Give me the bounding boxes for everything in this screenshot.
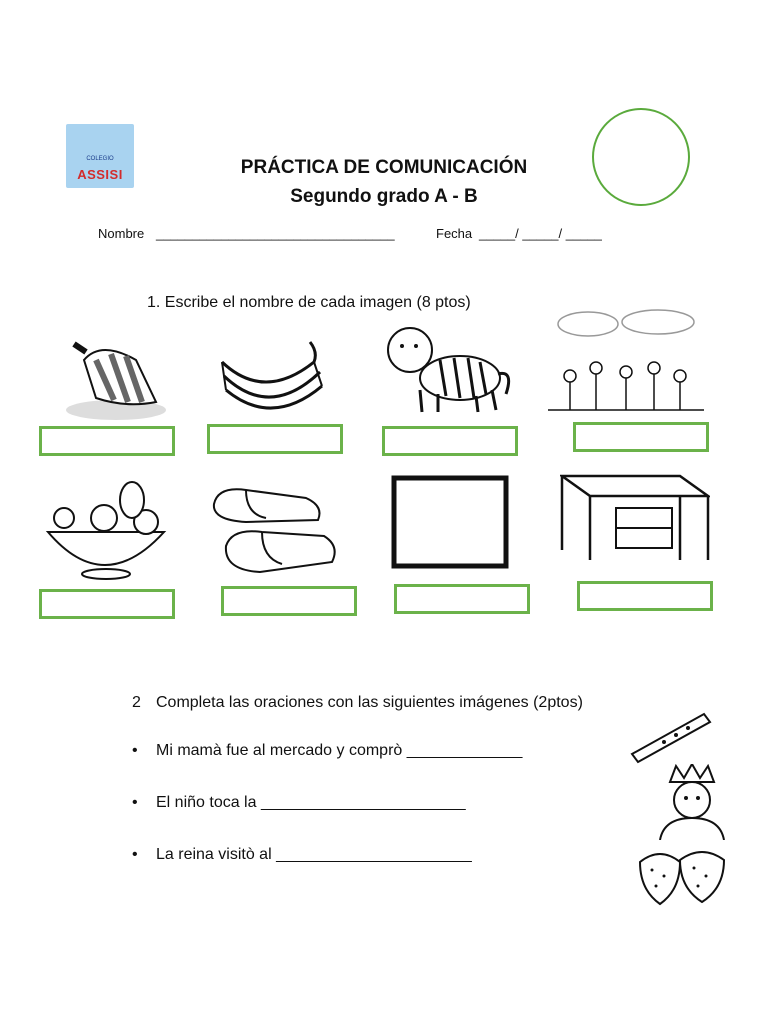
answer-box-2[interactable] bbox=[207, 424, 343, 454]
queen-image bbox=[640, 764, 744, 840]
answer-box-1[interactable] bbox=[39, 426, 175, 456]
bullet-1: • bbox=[132, 742, 138, 759]
square-image bbox=[390, 474, 510, 570]
logo-text: ASSISI bbox=[77, 167, 123, 182]
sentence-1[interactable]: Mi mamà fue al mercado y comprò _____________ bbox=[156, 742, 523, 759]
flowers-image bbox=[548, 306, 704, 416]
logo-sub: COLEGIO bbox=[86, 156, 114, 162]
sentence-2[interactable]: El niño toca la _______________________ bbox=[156, 794, 466, 811]
desk-image bbox=[560, 470, 710, 566]
name-label: Nombre bbox=[98, 226, 145, 241]
tiger-image bbox=[380, 320, 516, 416]
date-line[interactable]: _____/ _____/ _____ bbox=[479, 226, 602, 241]
flute-image bbox=[624, 704, 714, 764]
slippers-image bbox=[206, 484, 340, 578]
bananas-image bbox=[214, 332, 328, 412]
answer-box-7[interactable] bbox=[394, 584, 530, 614]
answer-box-8[interactable] bbox=[577, 581, 713, 611]
bullet-3: • bbox=[132, 846, 138, 863]
answer-box-6[interactable] bbox=[221, 586, 357, 616]
question-2-number: 2 bbox=[132, 694, 141, 711]
sentence-3[interactable]: La reina visitò al ______________________ bbox=[156, 846, 472, 863]
answer-box-5[interactable] bbox=[39, 589, 175, 619]
page-title: PRÁCTICA DE COMUNICACIÓN bbox=[240, 157, 528, 178]
bullet-2: • bbox=[132, 794, 138, 811]
fruit-bowl-image bbox=[40, 478, 170, 582]
page-subtitle: Segundo grado A - B bbox=[290, 186, 478, 207]
answer-box-4[interactable] bbox=[573, 422, 709, 452]
answer-box-3[interactable] bbox=[382, 426, 518, 456]
name-line[interactable]: _________________________________ bbox=[156, 226, 395, 241]
spinning-top-image bbox=[56, 330, 168, 422]
question-1: 1. Escribe el nombre de cada imagen (8 ptos) bbox=[147, 294, 471, 311]
strawberries-image bbox=[634, 842, 730, 906]
question-2: Completa las oraciones con las siguientes imágenes (2ptos) bbox=[156, 694, 583, 711]
date-label: Fecha bbox=[436, 226, 473, 241]
